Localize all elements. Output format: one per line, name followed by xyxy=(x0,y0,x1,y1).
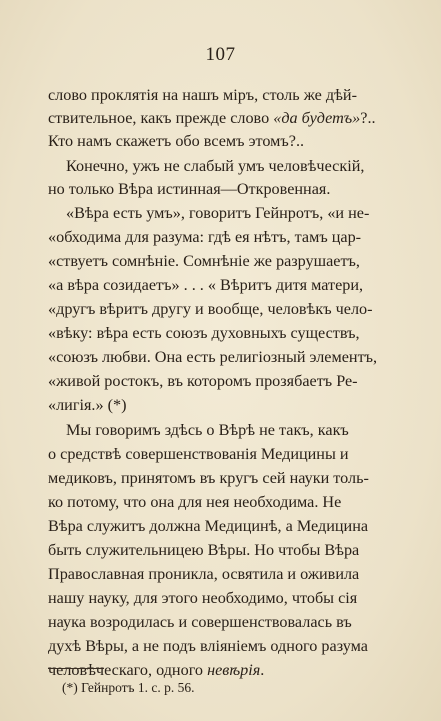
line-text: медиковъ, принятомъ въ кругъ сей науки толь- xyxy=(48,469,369,487)
line-tail: . xyxy=(260,661,265,679)
text-line xyxy=(48,298,393,320)
line-text: быть служительницею Вѣры. Но чтобы Вѣра xyxy=(48,541,360,559)
line-text: ко потому, что она для нея необходима. Не xyxy=(48,493,342,511)
line-text: ствительное, какъ прежде слово xyxy=(48,109,274,127)
line-text: Православная проникла, освятила и оживила xyxy=(48,565,360,583)
line-text: «ствуетъ сомнѣніе. Сомнѣніе же разрушаетъ, xyxy=(48,252,360,270)
line-text: человѣческаго, одного xyxy=(48,661,208,679)
text-line xyxy=(48,394,158,416)
line-text: Мы говоримъ здѣсь о Вѣрѣ не такъ, какъ xyxy=(66,421,349,439)
line-text: «а вѣра созидаетъ» . . . « Вѣритъ дитя матери, xyxy=(48,276,364,294)
text-line xyxy=(48,107,393,129)
text-line xyxy=(48,539,393,561)
line-text: нашу науку, для этого необходимо, чтобы сія xyxy=(48,589,358,607)
line-text: слово проклятія на нашъ міръ, столь же дѣй- xyxy=(48,86,357,104)
line-text: «вѣку: вѣра есть союзъ духовныхъ существъ, xyxy=(48,324,360,342)
text-line xyxy=(48,467,393,489)
text-line xyxy=(48,563,393,585)
emphasis-text: невѣрія xyxy=(207,661,261,679)
line-tail: ?.. xyxy=(360,109,376,127)
line-text: наука возродилась и совершенствовалась въ xyxy=(48,613,352,631)
text-line xyxy=(48,443,393,465)
text-line xyxy=(48,587,393,609)
line-text: «союзъ любви. Она есть религіозный элементъ, xyxy=(48,348,378,366)
footnote: (*) Гейнротъ 1. с. р. 56. xyxy=(62,680,195,695)
emphasis-text: «да будетъ» xyxy=(273,109,361,127)
text-line xyxy=(48,515,393,537)
text-line xyxy=(66,155,393,177)
text-line xyxy=(66,419,393,441)
line-text: «лигія.» (*) xyxy=(48,396,127,414)
text-line xyxy=(48,611,393,633)
line-text: о средствѣ совершенствованія Медицины и xyxy=(48,445,349,463)
text-line xyxy=(48,274,393,296)
text-line xyxy=(48,346,393,368)
text-line xyxy=(48,226,393,248)
line-text: «другъ вѣритъ другу и вообще, человѣкъ чело- xyxy=(48,300,373,318)
line-text: Кто намъ скажетъ обо всемъ этомъ?.. xyxy=(48,132,305,150)
line-text: «Вѣра есть умъ», говоритъ Гейнротъ, «и не- xyxy=(66,204,370,222)
page-number: 107 xyxy=(205,44,236,65)
text-line xyxy=(48,370,393,392)
line-text: но только Вѣра истинная—Откровенная. xyxy=(48,180,331,198)
line-text: Конечно, ужъ не слабый умъ человѣческій, xyxy=(66,157,365,175)
text-line xyxy=(48,178,393,200)
line-text: «живой ростокъ, въ которомъ прозябаетъ Ре- xyxy=(48,372,358,390)
text-line xyxy=(48,250,393,272)
text-line xyxy=(48,659,298,681)
text-line xyxy=(66,202,393,224)
text-line xyxy=(48,84,393,106)
line-text: духѣ Вѣры, а не подъ вліяніемъ одного разума xyxy=(48,637,368,655)
text-line xyxy=(48,491,393,513)
text-line xyxy=(48,130,368,152)
footnote-divider xyxy=(48,668,104,669)
line-text: Вѣра служитъ должна Медицинѣ, а Медицина xyxy=(48,517,369,535)
text-line xyxy=(48,635,393,657)
text-line xyxy=(48,322,393,344)
line-text: «обходима для разума: гдѣ ея нѣтъ, тамъ цар- xyxy=(48,228,362,246)
